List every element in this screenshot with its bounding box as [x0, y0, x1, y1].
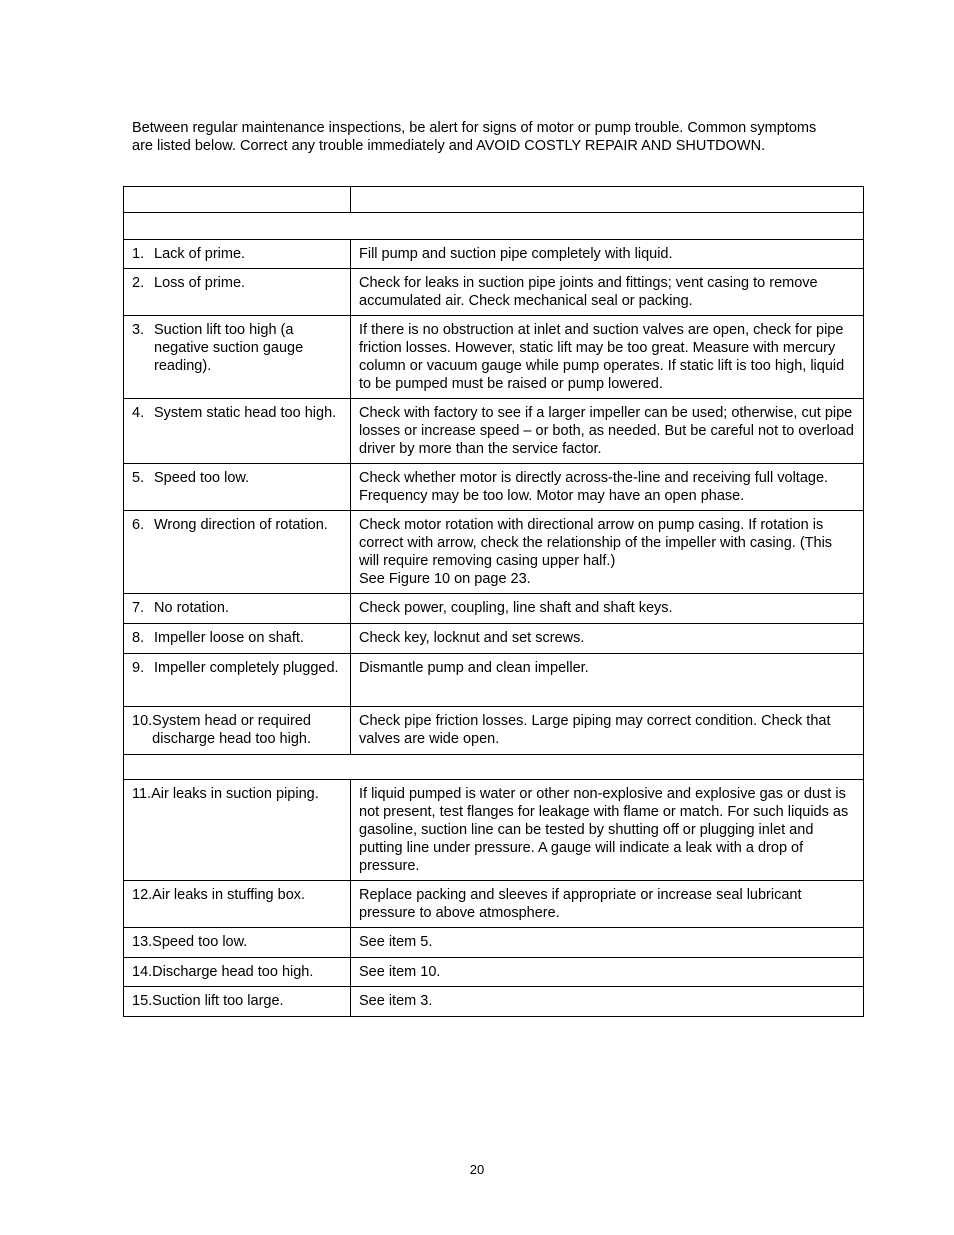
symptom-cell — [124, 240, 351, 269]
table-row — [124, 780, 864, 881]
table-row — [124, 958, 864, 987]
remedy-text: Dismantle pump and clean impeller. — [359, 660, 589, 676]
table-row — [124, 987, 864, 1017]
troubleshooting-table-body — [124, 187, 864, 1017]
symptom-item — [132, 963, 342, 981]
remedy-cell — [351, 594, 864, 624]
symptom-text: Suction lift too large. — [152, 993, 284, 1009]
symptom-item — [132, 516, 342, 534]
section-header-row — [124, 755, 864, 780]
symptom-text: Speed too low. — [154, 470, 250, 486]
remedy-text: See item 3. — [359, 993, 433, 1009]
symptom-text: No rotation. — [154, 600, 229, 616]
table-row — [124, 594, 864, 624]
table-row — [124, 707, 864, 755]
symptom-cell — [124, 780, 351, 881]
remedy-text: See item 10. — [359, 964, 441, 980]
remedy-cell — [351, 987, 864, 1017]
symptom-text: Discharge head too high. — [152, 964, 314, 980]
item-number: 15. — [132, 993, 153, 1009]
remedy-cell — [351, 624, 864, 654]
troubleshooting-table — [123, 186, 864, 1017]
symptom-text: Speed too low. — [152, 934, 248, 950]
remedy-cell — [351, 780, 864, 881]
remedy-cell — [351, 511, 864, 594]
table-row — [124, 511, 864, 594]
remedy-text: Check with factory to see if a larger impeller can be used; otherwise, cut pipe losses or increase speed – or both, as needed. But be careful not to overload driver by more than the service factor. — [359, 405, 854, 457]
remedy-cell — [351, 654, 864, 707]
remedy-cell — [351, 269, 864, 316]
remedy-cell — [351, 928, 864, 958]
remedy-text: Check power, coupling, line shaft and shaft keys. — [359, 600, 673, 616]
symptom-item — [132, 992, 342, 1010]
symptom-text: Suction lift too high (a negative suction gauge reading). — [154, 322, 304, 374]
symptom-text: System static head too high. — [154, 405, 337, 421]
item-number: 11. — [132, 786, 152, 802]
symptom-item — [132, 712, 342, 748]
header-remedy-cell — [351, 187, 864, 213]
symptom-cell — [124, 464, 351, 511]
symptom-text: Impeller completely plugged. — [154, 660, 339, 676]
symptom-cell — [124, 316, 351, 399]
remedy-text: Replace packing and sleeves if appropriate or increase seal lubricant pressure to above atmosphere. — [359, 887, 802, 921]
symptom-item — [132, 599, 342, 617]
table-header-row — [124, 187, 864, 213]
symptom-cell — [124, 269, 351, 316]
item-number: 4. — [132, 405, 145, 421]
symptom-cell — [124, 987, 351, 1017]
header-symptom-cell — [124, 187, 351, 213]
item-number: 14. — [132, 964, 153, 980]
remedy-cell — [351, 240, 864, 269]
symptom-text: System head or required discharge head too high. — [152, 713, 311, 747]
symptom-text: Lack of prime. — [154, 246, 246, 262]
symptom-item — [132, 659, 342, 677]
symptom-item — [132, 886, 342, 904]
item-number: 10. — [132, 713, 153, 729]
table-row — [124, 654, 864, 707]
symptom-text: Air leaks in stuffing box. — [152, 887, 306, 903]
remedy-text: Check key, locknut and set screws. — [359, 630, 585, 646]
section-header-cell — [124, 755, 864, 780]
remedy-cell — [351, 316, 864, 399]
remedy-text: Fill pump and suction pipe completely with liquid. — [359, 246, 673, 262]
symptom-cell — [124, 654, 351, 707]
table-row — [124, 316, 864, 399]
symptom-item — [132, 629, 342, 647]
table-row — [124, 399, 864, 464]
remedy-cell — [351, 399, 864, 464]
table-row — [124, 464, 864, 511]
item-number: 6. — [132, 517, 145, 533]
symptom-item — [132, 933, 342, 951]
item-number: 13. — [132, 934, 153, 950]
remedy-text: Check for leaks in suction pipe joints and fittings; vent casing to remove accumulated air. Check mechanical seal or packing. — [359, 275, 818, 309]
remedy-cell — [351, 881, 864, 928]
remedy-text: If liquid pumped is water or other non-explosive and explosive gas or dust is not present, test flanges for leakage with flame or match. For such liquids as gasoline, suction line can be tested by shutting off or plugging inlet and putting line under pressure. A gauge will indicate a leak with a drop of pressure. — [359, 786, 849, 874]
item-number: 9. — [132, 660, 145, 676]
table-row — [124, 240, 864, 269]
symptom-text: Air leaks in suction piping. — [151, 786, 319, 802]
item-number: 3. — [132, 322, 145, 338]
remedy-cell — [351, 958, 864, 987]
item-number: 7. — [132, 600, 145, 616]
item-number: 8. — [132, 630, 145, 646]
symptom-cell — [124, 511, 351, 594]
remedy-text: If there is no obstruction at inlet and suction valves are open, check for pipe friction losses. However, static lift may be too great. Measure with mercury column or vacuum gauge while pump operates. If static lift is too high, liquid to be pumped must be raised or pump lowered. — [359, 322, 845, 392]
table-row — [124, 881, 864, 928]
page-number: 20 — [469, 1162, 485, 1177]
remedy-text: See item 5. — [359, 934, 433, 950]
item-number: 2. — [132, 275, 145, 291]
symptom-item — [132, 245, 342, 263]
symptom-cell — [124, 928, 351, 958]
section-header-cell — [124, 213, 864, 240]
symptom-cell — [124, 707, 351, 755]
remedy-cell — [351, 707, 864, 755]
symptom-item — [132, 274, 342, 292]
symptom-cell — [124, 594, 351, 624]
remedy-text: Check pipe friction losses. Large piping may correct condition. Check that valves are wide open. — [359, 713, 831, 747]
symptom-cell — [124, 881, 351, 928]
table-row — [124, 928, 864, 958]
symptom-item — [132, 404, 342, 422]
table-row — [124, 624, 864, 654]
remedy-text: See Figure 10 on page 23. — [359, 571, 531, 587]
intro-paragraph: Between regular maintenance inspections, be alert for signs of motor or pump trouble. Common symptoms are listed below. Correct any trouble immediately and AVOID COSTLY REPAIR AND SHUTDOWN. — [132, 120, 817, 154]
remedy-cell — [351, 464, 864, 511]
symptom-text: Loss of prime. — [154, 275, 246, 291]
symptom-cell — [124, 624, 351, 654]
symptom-text: Impeller loose on shaft. — [154, 630, 304, 646]
remedy-text: Check whether motor is directly across-the-line and receiving full voltage. Frequency may be too low. Motor may have an open phase. — [359, 470, 829, 504]
item-number: 12. — [132, 887, 153, 903]
symptom-item — [132, 469, 342, 487]
symptom-item — [132, 321, 342, 375]
section-header-row — [124, 213, 864, 240]
symptom-cell — [124, 399, 351, 464]
symptom-cell — [124, 958, 351, 987]
item-number: 5. — [132, 470, 145, 486]
table-row — [124, 269, 864, 316]
symptom-text: Wrong direction of rotation. — [154, 517, 328, 533]
symptom-item — [132, 785, 342, 803]
remedy-text: Check motor rotation with directional arrow on pump casing. If rotation is correct with arrow, check the relationship of the impeller with casing. (This will require removing casing upper half.) — [359, 517, 833, 569]
item-number: 1. — [132, 246, 145, 262]
